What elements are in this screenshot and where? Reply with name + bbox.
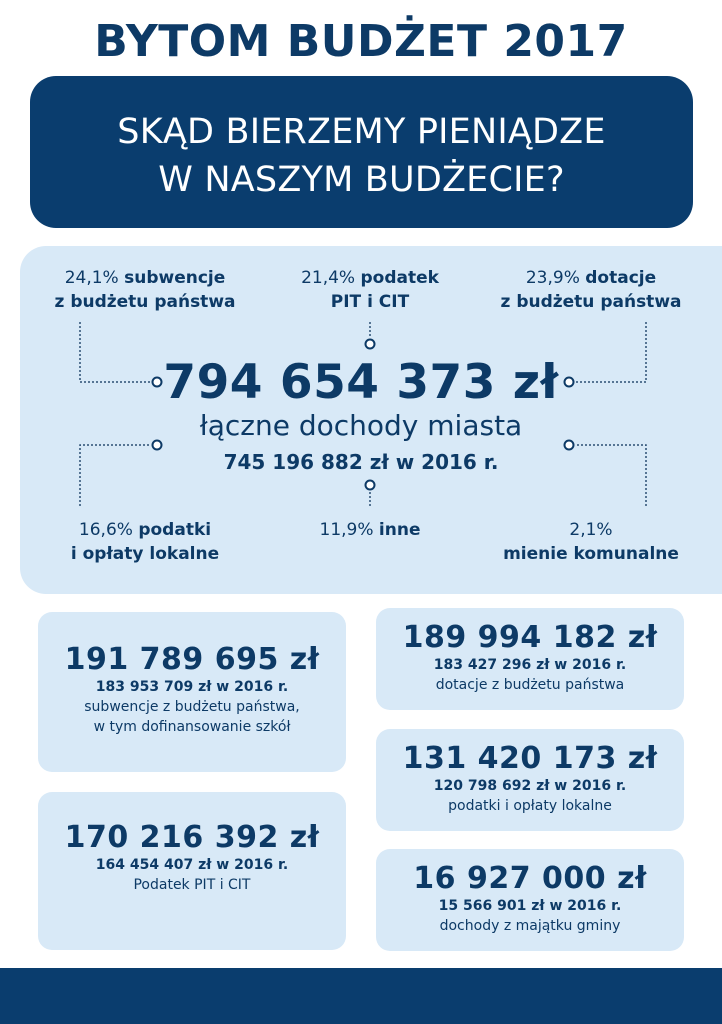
share-percent: 21,4% <box>301 268 356 288</box>
total-income-label: łączne dochody miasta <box>199 409 523 442</box>
card-amount: 170 216 392 zł <box>64 820 320 855</box>
share-label: inne <box>378 520 421 540</box>
share-percent: 23,9% <box>525 268 580 288</box>
share-label: subwencje <box>124 268 226 288</box>
card-description: dotacje z budżetu państwa <box>435 677 625 693</box>
share-label-2: z budżetu państwa <box>500 292 682 312</box>
card-previous: 183 953 709 zł w 2016 r. <box>95 679 289 695</box>
share-percent: 16,6% <box>78 520 133 540</box>
node-dot <box>366 340 375 349</box>
card-subwencje <box>38 612 346 772</box>
card-amount: 131 420 173 zł <box>402 741 658 776</box>
share-percent: 24,1% <box>64 268 119 288</box>
share-label-2: PIT i CIT <box>330 292 410 312</box>
card-description: Podatek PIT i CIT <box>133 877 251 893</box>
share-label: podatek <box>360 268 439 288</box>
share-label-2: mienie komunalne <box>503 544 679 564</box>
card-majatek-gminy <box>376 849 684 951</box>
share-label: dotacje <box>585 268 657 288</box>
share-label-2: i opłaty lokalne <box>70 544 220 564</box>
share-mienie-komunalne <box>486 518 696 566</box>
card-dotacje <box>376 608 684 710</box>
card-previous: 120 798 692 zł w 2016 r. <box>433 778 627 794</box>
share-percent: 2,1% <box>569 520 613 540</box>
card-pit-cit <box>38 792 346 950</box>
card-description: subwencje z budżetu państwa, <box>84 699 300 715</box>
node-dot <box>366 481 375 490</box>
share-podatki-lokalne <box>40 518 250 566</box>
card-description-2: w tym dofinansowanie szkół <box>93 719 291 735</box>
share-dotacje <box>486 266 696 314</box>
card-amount: 16 927 000 zł <box>413 861 647 896</box>
page-title: BYTOM BUDŻET 2017 <box>94 16 628 67</box>
share-inne <box>265 518 475 542</box>
card-amount: 189 994 182 zł <box>402 620 658 655</box>
share-label-2: z budżetu państwa <box>54 292 236 312</box>
share-label: podatki <box>138 520 212 540</box>
total-income-previous: 745 196 882 zł w 2016 r. <box>223 450 499 474</box>
footer-bar <box>0 968 722 1024</box>
total-income-amount: 794 654 373 zł <box>163 355 559 410</box>
share-percent: 11,9% <box>319 520 374 540</box>
card-description: podatki i opłaty lokalne <box>448 798 612 814</box>
share-subwencje <box>40 266 250 314</box>
card-previous: 183 427 296 zł w 2016 r. <box>433 657 627 673</box>
banner-line-2: W NASZYM BUDŻECIE? <box>158 160 565 200</box>
card-previous: 164 454 407 zł w 2016 r. <box>95 857 289 873</box>
banner-line-1: SKĄD BIERZEMY PIENIĄDZE <box>117 112 606 152</box>
card-previous: 15 566 901 zł w 2016 r. <box>438 898 622 914</box>
card-amount: 191 789 695 zł <box>64 642 320 677</box>
card-podatki-lokalne <box>376 729 684 831</box>
card-description: dochody z majątku gminy <box>439 918 621 934</box>
share-pit-cit <box>265 266 475 314</box>
